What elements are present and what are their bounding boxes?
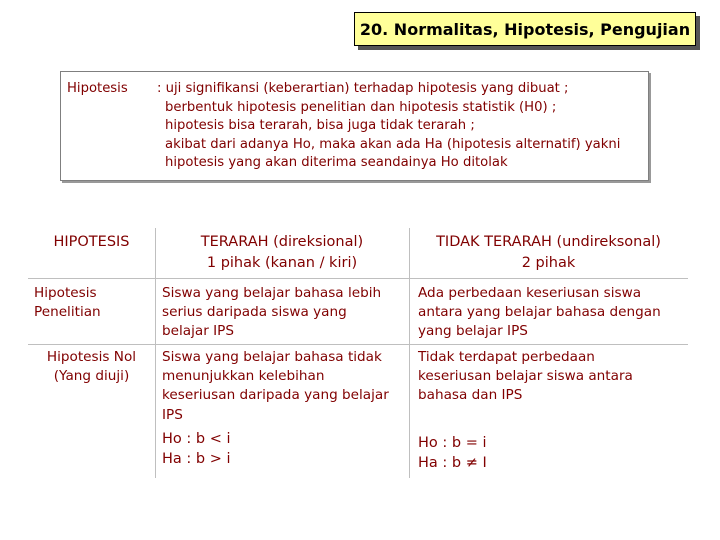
definition-box bbox=[60, 71, 649, 181]
formula-ho: Ho : b = i bbox=[418, 435, 487, 451]
formula-ho: Ho : b < i bbox=[162, 431, 231, 447]
slide-title: 20. Normalitas, Hipotesis, Pengujian bbox=[354, 12, 696, 46]
cell-nol-tidak-terarah: Tidak terdapat perbedaan keseriusan belajar siswa antara bahasa dan IPS bbox=[418, 349, 633, 404]
cell-nol-terarah: Siswa yang belajar bahasa tidak menunjukkan kelebihan keseriusan daripada yang belajar IPS bbox=[162, 349, 389, 423]
row-label-nol: Hipotesis Nol (Yang diuji) bbox=[46, 349, 137, 385]
row-divider bbox=[28, 344, 688, 345]
definition-line: hipotesis yang akan diterima seandainya Ho ditolak bbox=[165, 155, 508, 171]
cell-penelitian-tidak-terarah: Ada perbedaan keseriusan siswa antara yang belajar bahasa dengan yang belajar IPS bbox=[418, 285, 661, 340]
row-label-penelitian: Hipotesis Penelitian bbox=[34, 285, 101, 321]
definition-line: hipotesis bisa terarah, bisa juga tidak terarah ; bbox=[165, 118, 475, 134]
row-divider bbox=[28, 278, 688, 279]
formula-ha: Ha : b > i bbox=[162, 451, 231, 467]
header-tidak-terarah: TIDAK TERARAH (undireksonal) 2 pihak bbox=[436, 234, 661, 271]
definition-text bbox=[157, 80, 620, 173]
definition-line: akibat dari adanya Ho, maka akan ada Ha (hipotesis alternatif) yakni bbox=[165, 136, 621, 152]
header-hipotesis: HIPOTESIS bbox=[53, 234, 130, 250]
formulas-tidak-terarah bbox=[418, 433, 487, 473]
definition-line: : uji signifikansi (keberartian) terhadap hipotesis yang dibuat ; bbox=[157, 81, 569, 96]
formula-ha: Ha : b ≠ I bbox=[418, 455, 487, 471]
definition-term: Hipotesis bbox=[67, 81, 128, 96]
definition-line: berbentuk hipotesis penelitian dan hipotesis statistik (H0) ; bbox=[165, 99, 557, 115]
hypothesis-table bbox=[28, 224, 688, 482]
formulas-terarah bbox=[162, 429, 231, 469]
header-terarah: TERARAH (direksional) 1 pihak (kanan / kiri) bbox=[200, 234, 364, 271]
cell-penelitian-terarah: Siswa yang belajar bahasa lebih serius daripada siswa yang belajar IPS bbox=[162, 285, 382, 340]
